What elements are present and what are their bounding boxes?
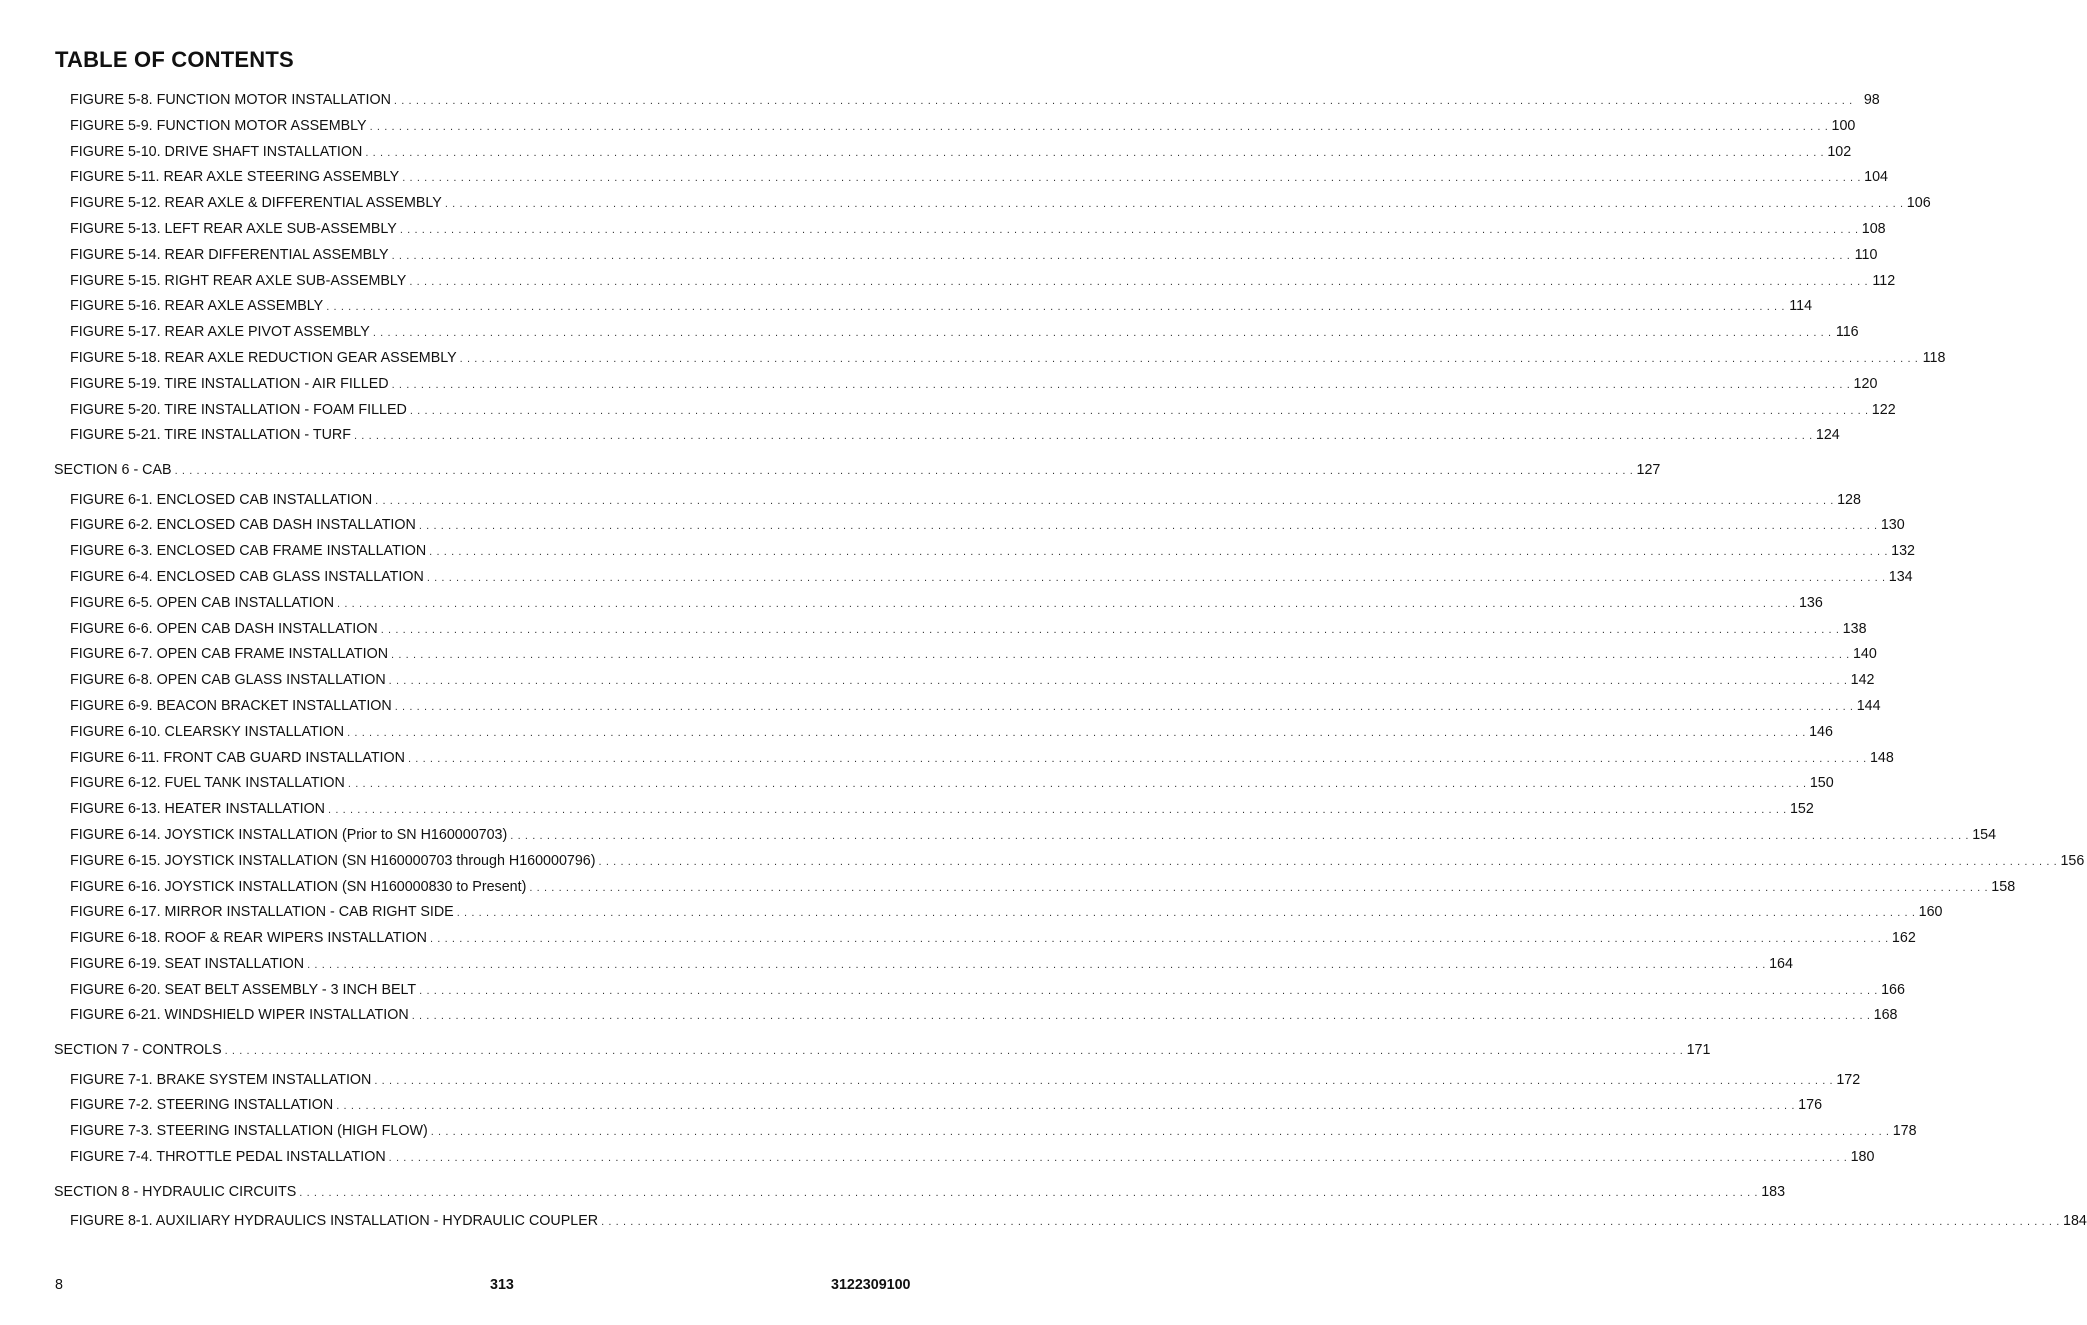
toc-figure-entry[interactable] bbox=[0, 488, 1861, 514]
toc-entry-page: 164 bbox=[1769, 955, 1793, 972]
toc-figure-entry[interactable] bbox=[0, 849, 2085, 875]
dot-leader: . . . . . . . . . . . . . . . . . . . . . . . . . . . . . . . . . . . . . . . . . . . . . . . . . . . . . . . . . . . . . . . . . . . . . . . . . . . . . . . . . . . . . . . . . . . . . . . . . . . . . . . . . . . . . . . . . . . . . . . . . . . . . . . . . . . . . . . . . . . . . . . . . . . . . . . . . . . . . . . . . . . . . . . . . . . . . . . . . . . . . . . . . . . . . . . . . . . . . . . . bbox=[374, 1074, 1834, 1087]
dot-leader: . . . . . . . . . . . . . . . . . . . . . . . . . . . . . . . . . . . . . . . . . . . . . . . . . . . . . . . . . . . . . . . . . . . . . . . . . . . . . . . . . . . . . . . . . . . . . . . . . . . . . . . . . . . . . . . . . . . . . . . . . . . . . . . . . . . . . . . . . . . . . . . . . . . . . . . . . . . . . . . . . . . . . . . . . . . . . . . . . . . . . . . . . . . . . . . . . . . . . . . . bbox=[388, 675, 1848, 688]
toc-entry-label: FIGURE 6-15. JOYSTICK INSTALLATION (SN H160000703 through H160000796) bbox=[70, 852, 596, 869]
table-of-contents bbox=[0, 88, 2087, 1235]
toc-entry-page: 144 bbox=[1856, 697, 1881, 714]
toc-entry-page: 178 bbox=[1892, 1123, 1917, 1140]
toc-entry-page: 171 bbox=[1686, 1042, 1711, 1059]
dot-leader: . . . . . . . . . . . . . . . . . . . . . . . . . . . . . . . . . . . . . . . . . . . . . . . . . . . . . . . . . . . . . . . . . . . . . . . . . . . . . . . . . . . . . . . . . . . . . . . . . . . . . . . . . . . . . . . . . . . . . . . . . . . . . . . . . . . . . . . . . . . . . . . . . . . . . . . . . . . . . . . . . . . . . . . . . . . . . . . . . . . . . . . . . . . . . . . . . . . . . . . . bbox=[347, 778, 1807, 791]
footer-doc-number: 3122309100 bbox=[831, 1277, 911, 1293]
footer-center-number: 313 bbox=[490, 1277, 514, 1293]
toc-entry-label: FIGURE 6-5. OPEN CAB INSTALLATION bbox=[70, 594, 335, 611]
toc-section-entry[interactable] bbox=[0, 1175, 1786, 1210]
dot-leader: . . . . . . . . . . . . . . . . . . . . . . . . . . . . . . . . . . . . . . . . . . . . . . . . . . . . . . . . . . . . . . . . . . . . . . . . . . . . . . . . . . . . . . . . . . . . . . . . . . . . . . . . . . . . . . . . . . . . . . . . . . . . . . . . . . . . . . . . . . . . . . . . . . . . . . . . . . . . . . . . . . . . . . . . . . . . . . . . . . . . . . . . . . . . . . . . . . . . . . . . bbox=[347, 726, 1806, 739]
dot-leader: . . . . . . . . . . . . . . . . . . . . . . . . . . . . . . . . . . . . . . . . . . . . . . . . . . . . . . . . . . . . . . . . . . . . . . . . . . . . . . . . . . . . . . . . . . . . . . . . . . . . . . . . . . . . . . . . . . . . . . . . . . . . . . . . . . . . . . . . . . . . . . . . . . . . . . . . . . . . . . . . . . . . . . . . . . . . . . . . . . . . . . . . . . . . . . . . . . . . . . . . bbox=[299, 1186, 1759, 1199]
toc-entry-page: 102 bbox=[1827, 143, 1852, 160]
toc-entry-label: FIGURE 5-19. TIRE INSTALLATION - AIR FILLED bbox=[70, 375, 389, 392]
dot-leader: . . . . . . . . . . . . . . . . . . . . . . . . . . . . . . . . . . . . . . . . . . . . . . . . . . . . . . . . . . . . . . . . . . . . . . . . . . . . . . . . . . . . . . . . . . . . . . . . . . . . . . . . . . . . . . . . . . . . . . . . . . . . . . . . . . . . . . . . . . . . . . . . . . . . . . . . . . . . . . . . . . . . . . . . . . . . . . . . . . . . . . . . . . . . . . . . . . . . . . . . bbox=[419, 984, 1878, 997]
toc-figure-entry[interactable] bbox=[0, 746, 1894, 772]
toc-entry-label: FIGURE 5-14. REAR DIFFERENTIAL ASSEMBLY bbox=[70, 246, 389, 263]
toc-entry-label: FIGURE 5-12. REAR AXLE & DIFFERENTIAL ASSEMBLY bbox=[70, 195, 442, 212]
toc-figure-entry[interactable] bbox=[0, 191, 1931, 217]
toc-figure-entry[interactable] bbox=[0, 668, 1875, 694]
dot-leader: . . . . . . . . . . . . . . . . . . . . . . . . . . . . . . . . . . . . . . . . . . . . . . . . . . . . . . . . . . . . . . . . . . . . . . . . . . . . . . . . . . . . . . . . . . . . . . . . . . . . . . . . . . . . . . . . . . . . . . . . . . . . . . . . . . . . . . . . . . . . . . . . . . . . . . . . . . . . . . . . . . . . . . . . . . . . . . . . . . . . . . . . . . . . . . . . . . . . . . . . bbox=[529, 881, 1989, 894]
footer-page-number: 8 bbox=[55, 1277, 63, 1293]
toc-figure-entry[interactable] bbox=[0, 926, 1916, 952]
toc-entry-label: FIGURE 8-1. AUXILIARY HYDRAULICS INSTALLATION - HYDRAULIC COUPLER bbox=[70, 1213, 599, 1230]
toc-figure-entry[interactable] bbox=[0, 823, 1997, 849]
toc-figure-entry[interactable] bbox=[0, 720, 1833, 746]
toc-entry-label: FIGURE 5-21. TIRE INSTALLATION - TURF bbox=[70, 427, 351, 444]
toc-figure-entry[interactable] bbox=[0, 875, 2016, 901]
toc-figure-entry[interactable] bbox=[0, 565, 1913, 591]
toc-entry-page: 104 bbox=[1864, 169, 1889, 186]
toc-entry-label: FIGURE 6-20. SEAT BELT ASSEMBLY - 3 INCH BELT bbox=[70, 981, 417, 998]
toc-entry-label: FIGURE 5-17. REAR AXLE PIVOT ASSEMBLY bbox=[70, 324, 370, 341]
dot-leader: . . . . . . . . . . . . . . . . . . . . . . . . . . . . . . . . . . . . . . . . . . . . . . . . . . . . . . . . . . . . . . . . . . . . . . . . . . . . . . . . . . . . . . . . . . . . . . . . . . . . . . . . . . . . . . . . . . . . . . . . . . . . . . . . . . . . . . . . . . . . . . . . . . . . . . . . . . . . . . . . . . . . . . . . . . . . . . . . . . . . . . . . . . . . . . . . . . . . . . . . bbox=[365, 146, 1825, 159]
dot-leader: . . . . . . . . . . . . . . . . . . . . . . . . . . . . . . . . . . . . . . . . . . . . . . . . . . . . . . . . . . . . . . . . . . . . . . . . . . . . . . . . . . . . . . . . . . . . . . . . . . . . . . . . . . . . . . . . . . . . . . . . . . . . . . . . . . . . . . . . . . . . . . . . . . . . . . . . . . . . . . . . . . . . . . . . . . . . . . . . . . . . . . . . . . . . . . . . . . . . . . . . bbox=[409, 404, 1869, 417]
toc-figure-entry[interactable] bbox=[0, 269, 1896, 295]
toc-figure-entry[interactable] bbox=[0, 591, 1823, 617]
dot-leader: . . . . . . . . . . . . . . . . . . . . . . . . . . . . . . . . . . . . . . . . . . . . . . . . . . . . . . . . . . . . . . . . . . . . . . . . . . . . . . . . . . . . . . . . . . . . . . . . . . . . . . . . . . . . . . . . . . . . . . . . . . . . . . . . . . . . . . . . . . . . . . . . . . . . . . . . . . . . . . . . . . . . . . . . . . . . . . . . . . . . . . . . . . . . . . . . . . . . . . . . bbox=[391, 378, 1851, 391]
toc-entry-label: FIGURE 6-3. ENCLOSED CAB FRAME INSTALLATION bbox=[70, 543, 427, 560]
toc-entry-page: 150 bbox=[1809, 775, 1834, 792]
toc-figure-entry[interactable] bbox=[0, 114, 1856, 140]
toc-entry-label: FIGURE 6-16. JOYSTICK INSTALLATION (SN H160000830 to Present) bbox=[70, 878, 527, 895]
toc-figure-entry[interactable] bbox=[0, 771, 1834, 797]
toc-entry-label: SECTION 7 - CONTROLS bbox=[54, 1042, 222, 1059]
toc-entry-page: 128 bbox=[1837, 491, 1861, 508]
toc-figure-entry[interactable] bbox=[0, 617, 1867, 643]
toc-figure-entry[interactable] bbox=[0, 642, 1877, 668]
toc-figure-entry[interactable] bbox=[0, 900, 1943, 926]
dot-leader: . . . . . . . . . . . . . . . . . . . . . . . . . . . . . . . . . . . . . . . . . . . . . . . . . . . . . . . . . . . . . . . . . . . . . . . . . . . . . . . . . . . . . . . . . . . . . . . . . . . . . . . . . . . . . . . . . . . . . . . . . . . . . . . . . . . . . . . . . . . . . . . . . . . . . . . . . . . . . . . . . . . . . . . . . . . . . . . . . . . . . . . . . . . . . . . . . . . . . . . . bbox=[372, 327, 1832, 340]
toc-figure-entry[interactable] bbox=[0, 1093, 1823, 1119]
toc-entry-label: FIGURE 6-12. FUEL TANK INSTALLATION bbox=[70, 775, 345, 792]
dot-leader: . . . . . . . . . . . . . . . . . . . . . . . . . . . . . . . . . . . . . . . . . . . . . . . . . . . . . . . . . . . . . . . . . . . . . . . . . . . . . . . . . . . . . . . . . . . . . . . . . . . . . . . . . . . . . . . . . . . . . . . . . . . . . . . . . . . . . . . . . . . . . . . . . . . . . . . . . . . . . . . . . . . . . . . . . . . . . . . . . . . . . . . . . . . . . . . . . . . . . . . . bbox=[307, 958, 1766, 971]
toc-entry-label: FIGURE 5-20. TIRE INSTALLATION - FOAM FILLED bbox=[70, 401, 407, 418]
toc-entry-label: FIGURE 6-21. WINDSHIELD WIPER INSTALLATION bbox=[70, 1007, 409, 1024]
toc-entry-label: FIGURE 5-11. REAR AXLE STEERING ASSEMBLY bbox=[70, 169, 400, 186]
toc-figure-entry[interactable] bbox=[0, 217, 1886, 243]
toc-entry-page: 136 bbox=[1798, 594, 1823, 611]
toc-entry-page: 124 bbox=[1815, 427, 1840, 444]
toc-entry-label: FIGURE 6-9. BEACON BRACKET INSTALLATION bbox=[70, 697, 392, 714]
dot-leader: . . . . . . . . . . . . . . . . . . . . . . . . . . . . . . . . . . . . . . . . . . . . . . . . . . . . . . . . . . . . . . . . . . . . . . . . . . . . . . . . . . . . . . . . . . . . . . . . . . . . . . . . . . . . . . . . . . . . . . . . . . . . . . . . . . . . . . . . . . . . . . . . . . . . . . . . . . . . . . . . . . . . . . . . . . . . . . . . . . . . . . . . . . . . . . . . . . . . . . . . bbox=[391, 249, 1851, 262]
toc-figure-entry[interactable] bbox=[0, 243, 1878, 269]
toc-entry-page: 158 bbox=[1991, 878, 2016, 895]
dot-leader: . . . . . . . . . . . . . . . . . . . . . . . . . . . . . . . . . . . . . . . . . . . . . . . . . . . . . . . . . . . . . . . . . . . . . . . . . . . . . . . . . . . . . . . . . . . . . . . . . . . . . . . . . . . . . . . . . . . . . . . . . . . . . . . . . . . . . . . . . . . . . . . . . . . . . . . . . . . . . . . . . . . . . . . . . . . . . . . . . . . . . . . . . . . . . . . . . . . . . . . . bbox=[444, 198, 1904, 211]
dot-leader: . . . . . . . . . . . . . . . . . . . . . . . . . . . . . . . . . . . . . . . . . . . . . . . . . . . . . . . . . . . . . . . . . . . . . . . . . . . . . . . . . . . . . . . . . . . . . . . . . . . . . . . . . . . . . . . . . . . . . . . . . . . . . . . . . . . . . . . . . . . . . . . . . . . . . . . . . . . . . . . . . . . . . . . . . . . . . . . . . . . . . . . . . . . . . . . . . . . . . . . . bbox=[459, 352, 1919, 365]
toc-entry-page: 106 bbox=[1906, 195, 1931, 212]
dot-leader: . . . . . . . . . . . . . . . . . . . . . . . . . . . . . . . . . . . . . . . . . . . . . . . . . . . . . . . . . . . . . . . . . . . . . . . . . . . . . . . . . . . . . . . . . . . . . . . . . . . . . . . . . . . . . . . . . . . . . . . . . . . . . . . . . . . . . . . . . . . . . . . . . . . . . . . . . . . . . . . . . . . . . . . . . . . . . . . . . . . . . . . . . . . . . . . . . . . . . . . . bbox=[224, 1045, 1684, 1058]
dot-leader: . . . . . . . . . . . . . . . . . . . . . . . . . . . . . . . . . . . . . . . . . . . . . . . . . . . . . . . . . . . . . . . . . . . . . . . . . . . . . . . . . . . . . . . . . . . . . . . . . . . . . . . . . . . . . . . . . . . . . . . . . . . . . . . . . . . . . . . . . . . . . . . . . . . . . . . . . . . . . . . . . . . . . . . . . . . . . . . . . . . . . . . . . . . . . . . . . . . . . . . . bbox=[418, 520, 1878, 533]
toc-entry-page: 134 bbox=[1888, 568, 1913, 585]
toc-entry-label: FIGURE 5-10. DRIVE SHAFT INSTALLATION bbox=[70, 143, 363, 160]
dot-leader: . . . . . . . . . . . . . . . . . . . . . . . . . . . . . . . . . . . . . . . . . . . . . . . . . . . . . . . . . . . . . . . . . . . . . . . . . . . . . . . . . . . . . . . . . . . . . . . . . . . . . . . . . . . . . . . . . . . . . . . . . . . . . . . . . . . . . . . . . . . . . . . . . . . . . . . . . . . . . . . . . . . . . . . . . . . . . . . . . . . . . . . . . . . . . . . . . . . . . . . . bbox=[411, 1010, 1871, 1023]
toc-entry-page: 156 bbox=[2060, 852, 2085, 869]
dot-leader: . . . . . . . . . . . . . . . . . . . . . . . . . . . . . . . . . . . . . . . . . . . . . . . . . . . . . . . . . . . . . . . . . . . . . . . . . . . . . . . . . . . . . . . . . . . . . . . . . . . . . . . . . . . . . . . . . . . . . . . . . . . . . . . . . . . . . . . . . . . . . . . . . . . . . . . . . . . . . . . . . . . . . . . . . . . . . . . . . . . . . . . . . . . . . . . . . . . . . . . . bbox=[393, 95, 1853, 107]
toc-figure-entry[interactable] bbox=[0, 1145, 1875, 1171]
toc-entry-label: FIGURE 6-6. OPEN CAB DASH INSTALLATION bbox=[70, 620, 378, 637]
dot-leader: . . . . . . . . . . . . . . . . . . . . . . . . . . . . . . . . . . . . . . . . . . . . . . . . . . . . . . . . . . . . . . . . . . . . . . . . . . . . . . . . . . . . . . . . . . . . . . . . . . . . . . . . . . . . . . . . . . . . . . . . . . . . . . . . . . . . . . . . . . . . . . . . . . . . . . . . . . . . . . . . . . . . . . . . . . . . . . . . . . . . . . . . . . . . . . . . . . . . . . . . bbox=[426, 571, 1886, 584]
toc-entry-page: 100 bbox=[1831, 117, 1856, 134]
dot-leader: . . . . . . . . . . . . . . . . . . . . . . . . . . . . . . . . . . . . . . . . . . . . . . . . . . . . . . . . . . . . . . . . . . . . . . . . . . . . . . . . . . . . . . . . . . . . . . . . . . . . . . . . . . . . . . . . . . . . . . . . . . . . . . . . . . . . . . . . . . . . . . . . . . . . . . . . . . . . . . . . . . . . . . . . . . . . . . . . . . . . . . . . . . . . . . . . . . . . . . . . bbox=[375, 494, 1834, 507]
toc-figure-entry[interactable] bbox=[0, 1119, 1917, 1145]
toc-figure-entry[interactable] bbox=[0, 797, 1814, 823]
toc-entry-page: 168 bbox=[1873, 1007, 1898, 1024]
toc-entry-label: FIGURE 6-19. SEAT INSTALLATION bbox=[70, 955, 305, 972]
toc-entry-label: FIGURE 7-2. STEERING INSTALLATION bbox=[70, 1097, 334, 1114]
toc-entry-page: 162 bbox=[1891, 930, 1916, 947]
toc-entry-page: 140 bbox=[1852, 646, 1877, 663]
toc-entry-page: 118 bbox=[1922, 349, 1946, 366]
toc-figure-entry[interactable] bbox=[0, 320, 1859, 346]
toc-entry-page: 108 bbox=[1861, 220, 1886, 237]
toc-entry-page: 180 bbox=[1850, 1149, 1875, 1166]
dot-leader: . . . . . . . . . . . . . . . . . . . . . . . . . . . . . . . . . . . . . . . . . . . . . . . . . . . . . . . . . . . . . . . . . . . . . . . . . . . . . . . . . . . . . . . . . . . . . . . . . . . . . . . . . . . . . . . . . . . . . . . . . . . . . . . . . . . . . . . . . . . . . . . . . . . . . . . . . . . . . . . . . . . . . . . . . . . . . . . . . . . . . . . . . . . . . . . . . . . . . . . . bbox=[336, 1100, 1796, 1113]
toc-section-entry[interactable] bbox=[0, 1033, 1711, 1068]
toc-figure-entry[interactable] bbox=[0, 165, 1889, 191]
toc-entry-page: 98 bbox=[1863, 92, 1880, 108]
toc-entry-label: FIGURE 5-9. FUNCTION MOTOR ASSEMBLY bbox=[70, 117, 367, 134]
dot-leader: . . . . . . . . . . . . . . . . . . . . . . . . . . . . . . . . . . . . . . . . . . . . . . . . . . . . . . . . . . . . . . . . . . . . . . . . . . . . . . . . . . . . . . . . . . . . . . . . . . . . . . . . . . . . . . . . . . . . . . . . . . . . . . . . . . . . . . . . . . . . . . . . . . . . . . . . . . . . . . . . . . . . . . . . . . . . . . . . . . . . . . . . . . . . . . . . . . . . . . . . bbox=[456, 907, 1916, 920]
toc-entry-label: FIGURE 7-3. STEERING INSTALLATION (HIGH FLOW) bbox=[70, 1123, 428, 1140]
toc-figure-entry[interactable] bbox=[0, 694, 1881, 720]
toc-section-entry[interactable] bbox=[0, 453, 1661, 488]
dot-leader: . . . . . . . . . . . . . . . . . . . . . . . . . . . . . . . . . . . . . . . . . . . . . . . . . . . . . . . . . . . . . . . . . . . . . . . . . . . . . . . . . . . . . . . . . . . . . . . . . . . . . . . . . . . . . . . . . . . . . . . . . . . . . . . . . . . . . . . . . . . . . . . . . . . . . . . . . . . . . . . . . . . . . . . . . . . . . . . . . . . . . . . . . . . . . . . . . . . . . . . . bbox=[429, 546, 1888, 559]
dot-leader: . . . . . . . . . . . . . . . . . . . . . . . . . . . . . . . . . . . . . . . . . . . . . . . . . . . . . . . . . . . . . . . . . . . . . . . . . . . . . . . . . . . . . . . . . . . . . . . . . . . . . . . . . . . . . . . . . . . . . . . . . . . . . . . . . . . . . . . . . . . . . . . . . . . . . . . . . . . . . . . . . . . . . . . . . . . . . . . . . . . . . . . . . . . . . . . . . . . . . . . . bbox=[601, 1216, 2060, 1229]
dot-leader: . . . . . . . . . . . . . . . . . . . . . . . . . . . . . . . . . . . . . . . . . . . . . . . . . . . . . . . . . . . . . . . . . . . . . . . . . . . . . . . . . . . . . . . . . . . . . . . . . . . . . . . . . . . . . . . . . . . . . . . . . . . . . . . . . . . . . . . . . . . . . . . . . . . . . . . . . . . . . . . . . . . . . . . . . . . . . . . . . . . . . . . . . . . . . . . . . . . . . . . . bbox=[328, 804, 1787, 817]
toc-entry-page: 152 bbox=[1789, 801, 1814, 818]
dot-leader: . . . . . . . . . . . . . . . . . . . . . . . . . . . . . . . . . . . . . . . . . . . . . . . . . . . . . . . . . . . . . . . . . . . . . . . . . . . . . . . . . . . . . . . . . . . . . . . . . . . . . . . . . . . . . . . . . . . . . . . . . . . . . . . . . . . . . . . . . . . . . . . . . . . . . . . . . . . . . . . . . . . . . . . . . . . . . . . . . . . . . . . . . . . . . . . . . . . . . . . . bbox=[402, 172, 1862, 185]
dot-leader: . . . . . . . . . . . . . . . . . . . . . . . . . . . . . . . . . . . . . . . . . . . . . . . . . . . . . . . . . . . . . . . . . . . . . . . . . . . . . . . . . . . . . . . . . . . . . . . . . . . . . . . . . . . . . . . . . . . . . . . . . . . . . . . . . . . . . . . . . . . . . . . . . . . . . . . . . . . . . . . . . . . . . . . . . . . . . . . . . . . . . . . . . . . . . . . . . . . . . . . . bbox=[388, 1152, 1848, 1165]
toc-entry-label: FIGURE 6-17. MIRROR INSTALLATION - CAB RIGHT SIDE bbox=[70, 904, 454, 921]
toc-entry-label: FIGURE 6-4. ENCLOSED CAB GLASS INSTALLATION bbox=[70, 568, 424, 585]
toc-figure-entry[interactable] bbox=[0, 294, 1813, 320]
dot-leader: . . . . . . . . . . . . . . . . . . . . . . . . . . . . . . . . . . . . . . . . . . . . . . . . . . . . . . . . . . . . . . . . . . . . . . . . . . . . . . . . . . . . . . . . . . . . . . . . . . . . . . . . . . . . . . . . . . . . . . . . . . . . . . . . . . . . . . . . . . . . . . . . . . . . . . . . . . . . . . . . . . . . . . . . . . . . . . . . . . . . . . . . . . . . . . . . . . . . . . . . bbox=[598, 855, 2058, 868]
dot-leader: . . . . . . . . . . . . . . . . . . . . . . . . . . . . . . . . . . . . . . . . . . . . . . . . . . . . . . . . . . . . . . . . . . . . . . . . . . . . . . . . . . . . . . . . . . . . . . . . . . . . . . . . . . . . . . . . . . . . . . . . . . . . . . . . . . . . . . . . . . . . . . . . . . . . . . . . . . . . . . . . . . . . . . . . . . . . . . . . . . . . . . . . . . . . . . . . . . . . . . . . bbox=[326, 301, 1786, 314]
toc-figure-entry[interactable] bbox=[0, 140, 1852, 166]
toc-entry-page: 166 bbox=[1881, 981, 1905, 998]
toc-entry-page: 172 bbox=[1836, 1071, 1861, 1088]
toc-entry-page: 120 bbox=[1853, 375, 1878, 392]
toc-figure-entry[interactable] bbox=[0, 372, 1878, 398]
dot-leader: . . . . . . . . . . . . . . . . . . . . . . . . . . . . . . . . . . . . . . . . . . . . . . . . . . . . . . . . . . . . . . . . . . . . . . . . . . . . . . . . . . . . . . . . . . . . . . . . . . . . . . . . . . . . . . . . . . . . . . . . . . . . . . . . . . . . . . . . . . . . . . . . . . . . . . . . . . . . . . . . . . . . . . . . . . . . . . . . . . . . . . . . . . . . . . . . . . . . . . . . bbox=[429, 933, 1889, 946]
toc-entry-page: 130 bbox=[1880, 517, 1905, 534]
toc-entry-page: 114 bbox=[1789, 298, 1813, 315]
toc-entry-label: FIGURE 6-1. ENCLOSED CAB INSTALLATION bbox=[70, 491, 373, 508]
toc-entry-page: 148 bbox=[1869, 749, 1894, 766]
toc-entry-page: 138 bbox=[1842, 620, 1867, 637]
toc-figure-entry[interactable] bbox=[0, 1068, 1861, 1094]
toc-entry-label: FIGURE 5-8. FUNCTION MOTOR INSTALLATION bbox=[70, 92, 391, 108]
toc-entry-page: 110 bbox=[1854, 246, 1878, 263]
toc-entry-label: FIGURE 6-11. FRONT CAB GUARD INSTALLATION bbox=[70, 749, 405, 766]
dot-leader: . . . . . . . . . . . . . . . . . . . . . . . . . . . . . . . . . . . . . . . . . . . . . . . . . . . . . . . . . . . . . . . . . . . . . . . . . . . . . . . . . . . . . . . . . . . . . . . . . . . . . . . . . . . . . . . . . . . . . . . . . . . . . . . . . . . . . . . . . . . . . . . . . . . . . . . . . . . . . . . . . . . . . . . . . . . . . . . . . . . . . . . . . . . . . . . . . . . . . . . . bbox=[174, 465, 1634, 478]
toc-entry-page: 116 bbox=[1835, 324, 1859, 341]
toc-entry-page: 146 bbox=[1809, 723, 1833, 740]
toc-entry-label: FIGURE 5-18. REAR AXLE REDUCTION GEAR ASSEMBLY bbox=[70, 349, 457, 366]
toc-entry-page: 127 bbox=[1636, 462, 1661, 479]
toc-entry-page: 184 bbox=[2063, 1213, 2087, 1230]
dot-leader: . . . . . . . . . . . . . . . . . . . . . . . . . . . . . . . . . . . . . . . . . . . . . . . . . . . . . . . . . . . . . . . . . . . . . . . . . . . . . . . . . . . . . . . . . . . . . . . . . . . . . . . . . . . . . . . . . . . . . . . . . . . . . . . . . . . . . . . . . . . . . . . . . . . . . . . . . . . . . . . . . . . . . . . . . . . . . . . . . . . . . . . . . . . . . . . . . . . . . . . . bbox=[407, 752, 1867, 765]
toc-entry-page: 122 bbox=[1871, 401, 1896, 418]
toc-entry-page: 142 bbox=[1850, 672, 1875, 689]
toc-entry-label: FIGURE 5-13. LEFT REAR AXLE SUB-ASSEMBLY bbox=[70, 220, 397, 237]
toc-entry-label: FIGURE 5-16. REAR AXLE ASSEMBLY bbox=[70, 298, 324, 315]
toc-entry-label: SECTION 6 - CAB bbox=[54, 462, 172, 479]
toc-entry-label: FIGURE 6-18. ROOF & REAR WIPERS INSTALLATION bbox=[70, 930, 427, 947]
toc-figure-entry[interactable] bbox=[0, 423, 1840, 449]
toc-entry-label: SECTION 8 - HYDRAULIC CIRCUITS bbox=[54, 1183, 297, 1200]
toc-figure-entry[interactable] bbox=[0, 1209, 2087, 1235]
toc-entry-page: 160 bbox=[1918, 904, 1943, 921]
dot-leader: . . . . . . . . . . . . . . . . . . . . . . . . . . . . . . . . . . . . . . . . . . . . . . . . . . . . . . . . . . . . . . . . . . . . . . . . . . . . . . . . . . . . . . . . . . . . . . . . . . . . . . . . . . . . . . . . . . . . . . . . . . . . . . . . . . . . . . . . . . . . . . . . . . . . . . . . . . . . . . . . . . . . . . . . . . . . . . . . . . . . . . . . . . . . . . . . . . . . . . . . bbox=[353, 430, 1813, 443]
toc-entry-label: FIGURE 6-8. OPEN CAB GLASS INSTALLATION bbox=[70, 672, 386, 689]
toc-entry-label: FIGURE 7-1. BRAKE SYSTEM INSTALLATION bbox=[70, 1071, 372, 1088]
dot-leader: . . . . . . . . . . . . . . . . . . . . . . . . . . . . . . . . . . . . . . . . . . . . . . . . . . . . . . . . . . . . . . . . . . . . . . . . . . . . . . . . . . . . . . . . . . . . . . . . . . . . . . . . . . . . . . . . . . . . . . . . . . . . . . . . . . . . . . . . . . . . . . . . . . . . . . . . . . . . . . . . . . . . . . . . . . . . . . . . . . . . . . . . . . . . . . . . . . . . . . . . bbox=[409, 275, 1869, 288]
toc-figure-entry[interactable] bbox=[0, 952, 1793, 978]
toc-entry-label: FIGURE 6-10. CLEARSKY INSTALLATION bbox=[70, 723, 345, 740]
toc-entry-page: 112 bbox=[1872, 272, 1896, 289]
toc-entry-label: FIGURE 5-15. RIGHT REAR AXLE SUB-ASSEMBLY bbox=[70, 272, 407, 289]
toc-entry-label: FIGURE 6-2. ENCLOSED CAB DASH INSTALLATION bbox=[70, 517, 416, 534]
toc-figure-entry[interactable] bbox=[0, 1003, 1898, 1029]
toc-figure-entry[interactable] bbox=[0, 539, 1915, 565]
toc-entry-label: FIGURE 6-14. JOYSTICK INSTALLATION (Prior to SN H160000703) bbox=[70, 826, 508, 843]
toc-figure-entry[interactable] bbox=[0, 346, 1946, 372]
toc-figure-entry[interactable] bbox=[0, 88, 1880, 114]
dot-leader: . . . . . . . . . . . . . . . . . . . . . . . . . . . . . . . . . . . . . . . . . . . . . . . . . . . . . . . . . . . . . . . . . . . . . . . . . . . . . . . . . . . . . . . . . . . . . . . . . . . . . . . . . . . . . . . . . . . . . . . . . . . . . . . . . . . . . . . . . . . . . . . . . . . . . . . . . . . . . . . . . . . . . . . . . . . . . . . . . . . . . . . . . . . . . . . . . . . . . . . . bbox=[391, 649, 1850, 662]
dot-leader: . . . . . . . . . . . . . . . . . . . . . . . . . . . . . . . . . . . . . . . . . . . . . . . . . . . . . . . . . . . . . . . . . . . . . . . . . . . . . . . . . . . . . . . . . . . . . . . . . . . . . . . . . . . . . . . . . . . . . . . . . . . . . . . . . . . . . . . . . . . . . . . . . . . . . . . . . . . . . . . . . . . . . . . . . . . . . . . . . . . . . . . . . . . . . . . . . . . . . . . . bbox=[510, 829, 1970, 842]
toc-figure-entry[interactable] bbox=[0, 398, 1896, 424]
toc-entry-label: FIGURE 7-4. THROTTLE PEDAL INSTALLATION bbox=[70, 1149, 386, 1166]
toc-entry-page: 154 bbox=[1972, 826, 1997, 843]
toc-figure-entry[interactable] bbox=[0, 978, 1905, 1004]
toc-entry-page: 176 bbox=[1798, 1097, 1823, 1114]
toc-entry-label: FIGURE 6-7. OPEN CAB FRAME INSTALLATION bbox=[70, 646, 389, 663]
toc-figure-entry[interactable] bbox=[0, 513, 1905, 539]
dot-leader: . . . . . . . . . . . . . . . . . . . . . . . . . . . . . . . . . . . . . . . . . . . . . . . . . . . . . . . . . . . . . . . . . . . . . . . . . . . . . . . . . . . . . . . . . . . . . . . . . . . . . . . . . . . . . . . . . . . . . . . . . . . . . . . . . . . . . . . . . . . . . . . . . . . . . . . . . . . . . . . . . . . . . . . . . . . . . . . . . . . . . . . . . . . . . . . . . . . . . . . . bbox=[394, 700, 1854, 713]
toc-entry-page: 183 bbox=[1761, 1183, 1786, 1200]
dot-leader: . . . . . . . . . . . . . . . . . . . . . . . . . . . . . . . . . . . . . . . . . . . . . . . . . . . . . . . . . . . . . . . . . . . . . . . . . . . . . . . . . . . . . . . . . . . . . . . . . . . . . . . . . . . . . . . . . . . . . . . . . . . . . . . . . . . . . . . . . . . . . . . . . . . . . . . . . . . . . . . . . . . . . . . . . . . . . . . . . . . . . . . . . . . . . . . . . . . . . . . . bbox=[337, 597, 1796, 610]
dot-leader: . . . . . . . . . . . . . . . . . . . . . . . . . . . . . . . . . . . . . . . . . . . . . . . . . . . . . . . . . . . . . . . . . . . . . . . . . . . . . . . . . . . . . . . . . . . . . . . . . . . . . . . . . . . . . . . . . . . . . . . . . . . . . . . . . . . . . . . . . . . . . . . . . . . . . . . . . . . . . . . . . . . . . . . . . . . . . . . . . . . . . . . . . . . . . . . . . . . . . . . . bbox=[430, 1126, 1890, 1139]
dot-leader: . . . . . . . . . . . . . . . . . . . . . . . . . . . . . . . . . . . . . . . . . . . . . . . . . . . . . . . . . . . . . . . . . . . . . . . . . . . . . . . . . . . . . . . . . . . . . . . . . . . . . . . . . . . . . . . . . . . . . . . . . . . . . . . . . . . . . . . . . . . . . . . . . . . . . . . . . . . . . . . . . . . . . . . . . . . . . . . . . . . . . . . . . . . . . . . . . . . . . . . . bbox=[369, 120, 1829, 133]
page-title: TABLE OF CONTENTS bbox=[55, 47, 294, 72]
dot-leader: . . . . . . . . . . . . . . . . . . . . . . . . . . . . . . . . . . . . . . . . . . . . . . . . . . . . . . . . . . . . . . . . . . . . . . . . . . . . . . . . . . . . . . . . . . . . . . . . . . . . . . . . . . . . . . . . . . . . . . . . . . . . . . . . . . . . . . . . . . . . . . . . . . . . . . . . . . . . . . . . . . . . . . . . . . . . . . . . . . . . . . . . . . . . . . . . . . . . . . . . bbox=[399, 223, 1859, 236]
toc-entry-page: 132 bbox=[1891, 543, 1915, 560]
toc-entry-label: FIGURE 6-13. HEATER INSTALLATION bbox=[70, 801, 326, 818]
dot-leader: . . . . . . . . . . . . . . . . . . . . . . . . . . . . . . . . . . . . . . . . . . . . . . . . . . . . . . . . . . . . . . . . . . . . . . . . . . . . . . . . . . . . . . . . . . . . . . . . . . . . . . . . . . . . . . . . . . . . . . . . . . . . . . . . . . . . . . . . . . . . . . . . . . . . . . . . . . . . . . . . . . . . . . . . . . . . . . . . . . . . . . . . . . . . . . . . . . . . . . . . bbox=[380, 623, 1840, 636]
